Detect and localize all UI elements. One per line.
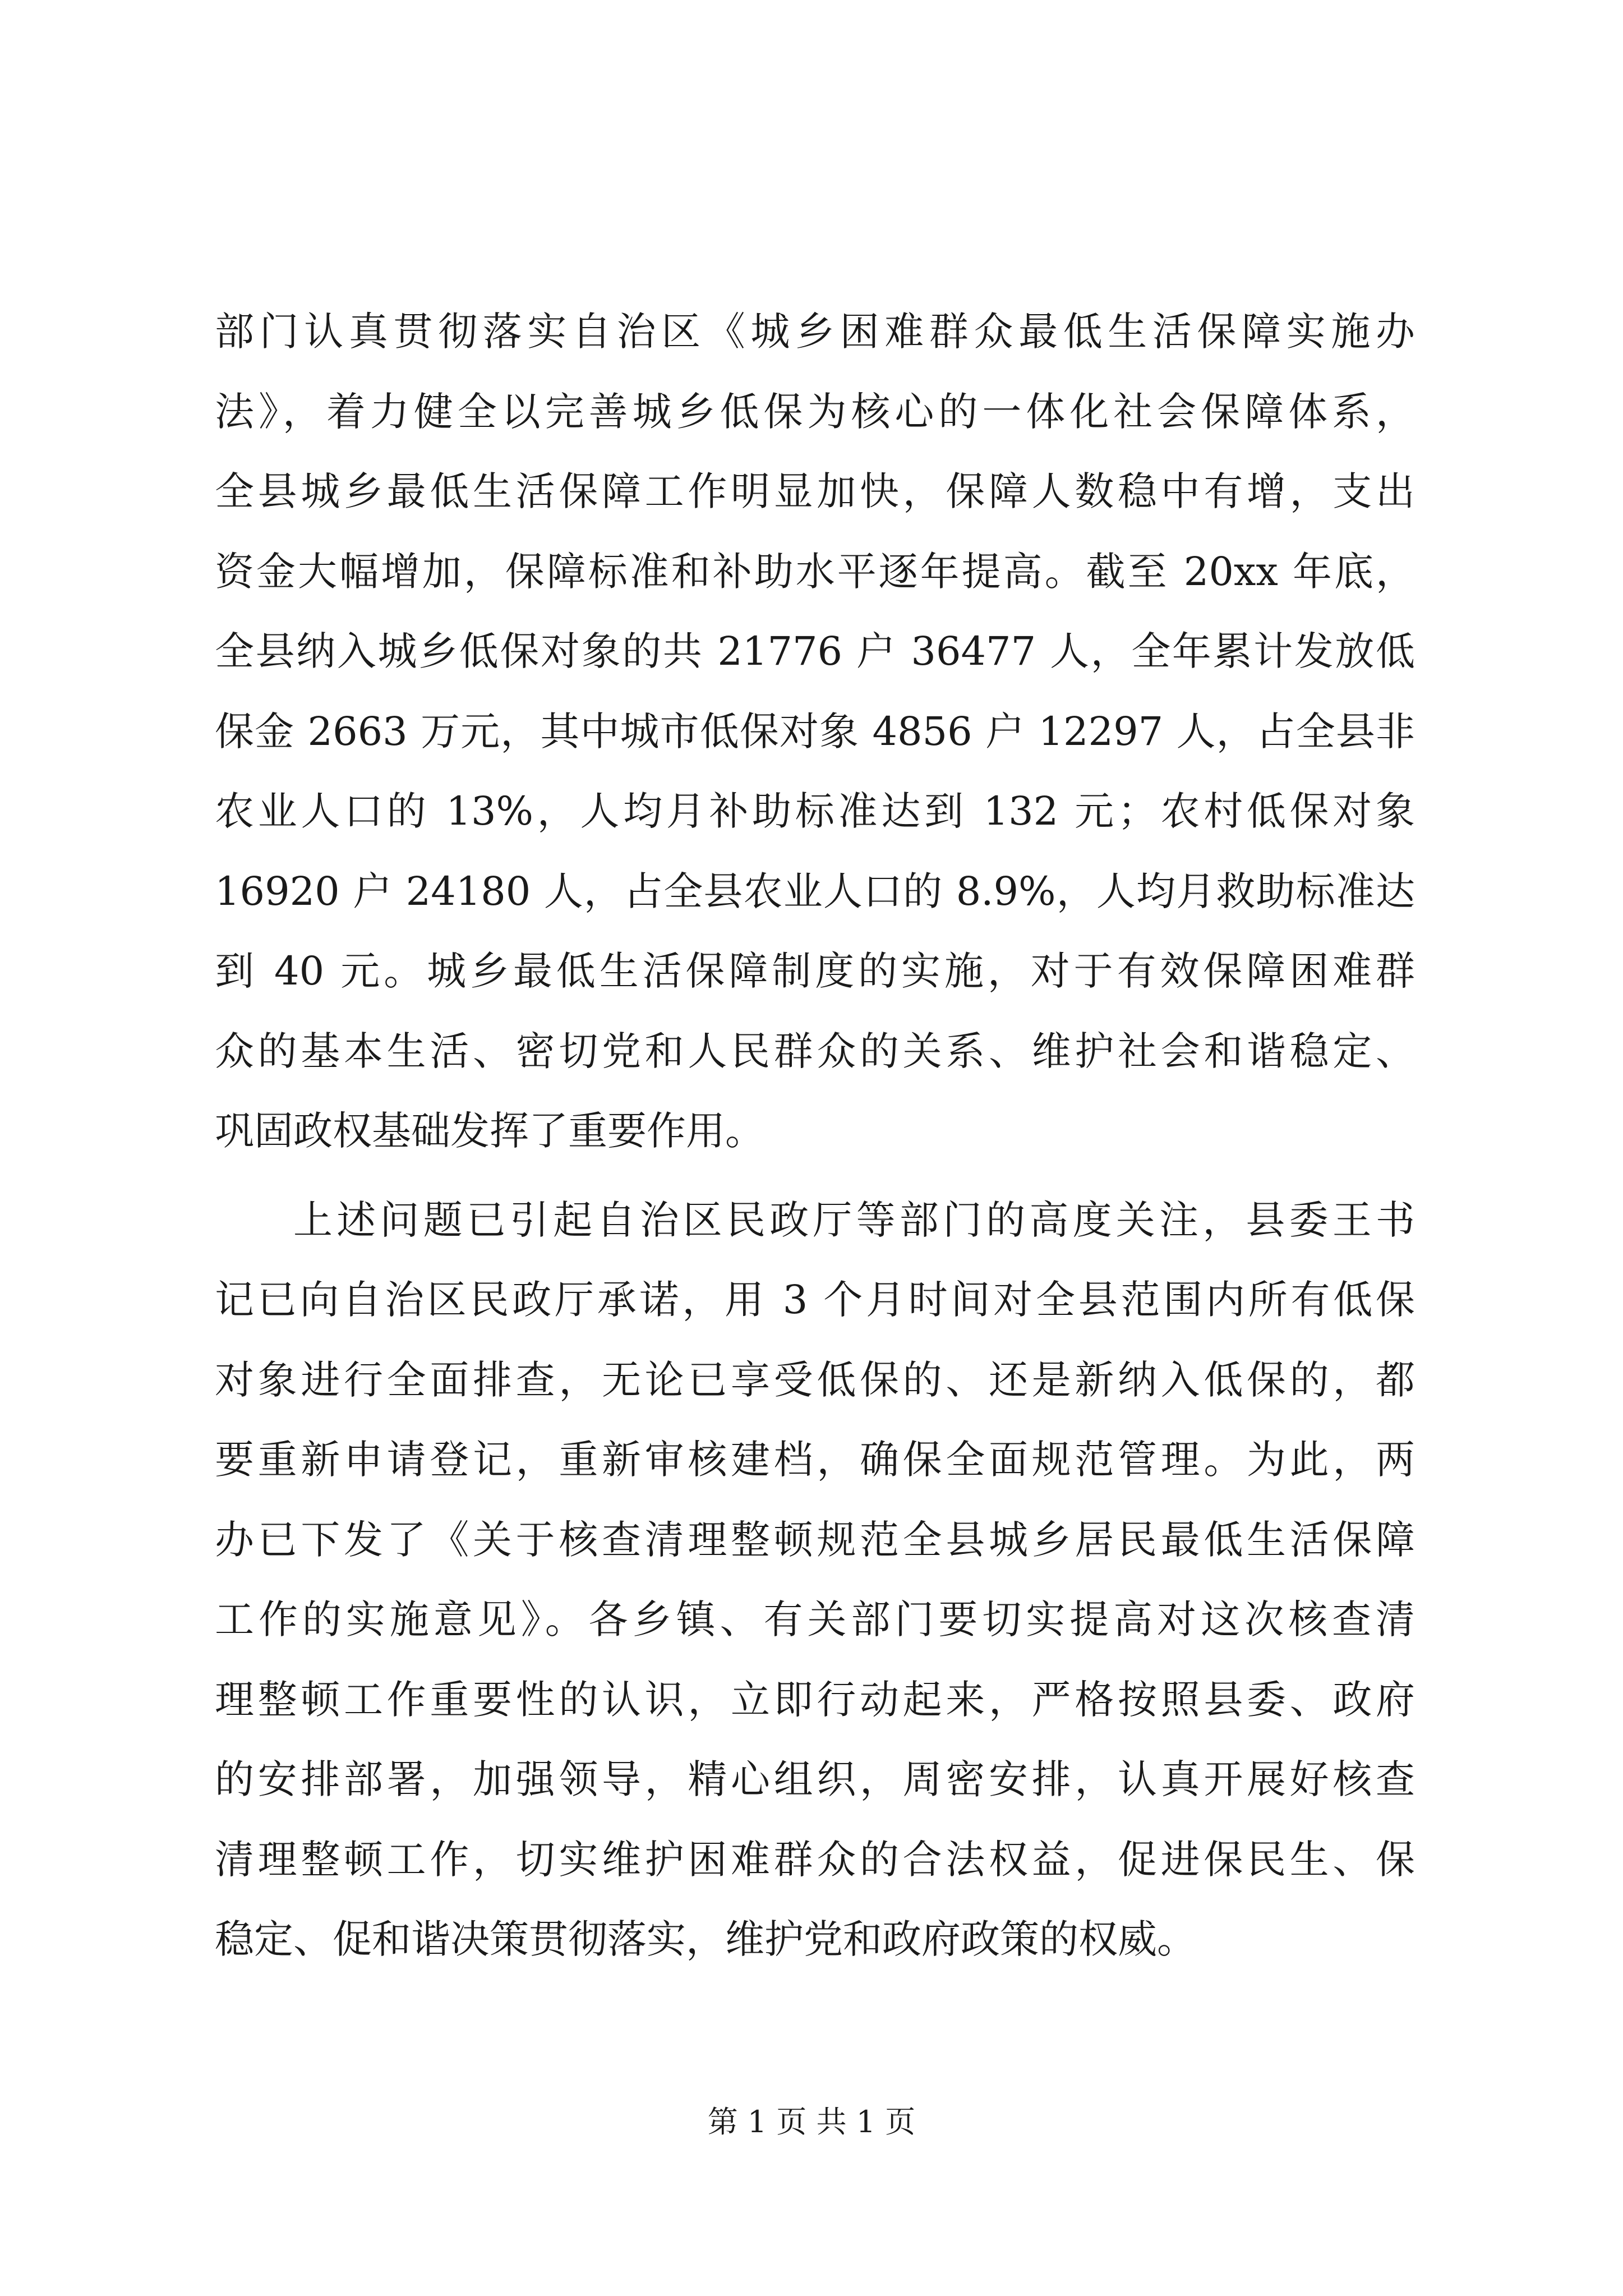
paragraph-line: 要重新申请登记，重新审核建档，确保全面规范管理。为此，两 <box>215 1437 1415 1483</box>
paragraph-line: 稳定、促和谐决策贯彻落实，维护党和政府政策的权威。 <box>215 1916 1196 1962</box>
paragraph-line: 到 40 元。城乡最低生活保障制度的实施，对于有效保障困难群 <box>215 948 1415 994</box>
page-number-footer: 第 1 页 共 1 页 <box>707 2104 916 2139</box>
paragraph-1 <box>215 292 1415 1171</box>
paragraph-line: 16920 户 24180 人，占全县农业人口的 8.9%，人均月救助标准达 <box>215 868 1415 914</box>
paragraph-line: 法》，着力健全以完善城乡低保为核心的一体化社会保障体系， <box>215 388 1415 435</box>
paragraph-line: 办已下发了《关于核查清理整顿规范全县城乡居民最低生活保障 <box>215 1516 1415 1563</box>
paragraph-line: 清理整顿工作，切实维护困难群众的合法权益，促进保民生、保 <box>215 1836 1415 1883</box>
paragraph-line: 资金大幅增加，保障标准和补助水平逐年提高。截至 20xx 年底， <box>215 548 1415 595</box>
paragraph-line: 农业人口的 13%，人均月补助标准达到 132 元；农村低保对象 <box>215 788 1415 834</box>
paragraph-spacer <box>215 1171 1415 1180</box>
paragraph-line: 众的基本生活、密切党和人民群众的关系、维护社会和谐稳定、 <box>215 1028 1415 1074</box>
paragraph-line: 的安排部署，加强领导，精心组织，周密安排，认真开展好核查 <box>215 1756 1415 1802</box>
document-body <box>215 292 1415 1980</box>
paragraph-line: 对象进行全面排查，无论已享受低保的、还是新纳入低保的，都 <box>215 1356 1415 1403</box>
paragraph-line: 保金 2663 万元，其中城市低保对象 4856 户 12297 人，占全县非 <box>215 708 1415 754</box>
paragraph-line: 记已向自治区民政厅承诺，用 3 个月时间对全县范围内所有低保 <box>215 1277 1415 1323</box>
paragraph-line: 全县纳入城乡低保对象的共 21776 户 36477 人，全年累计发放低 <box>215 628 1415 674</box>
paragraph-line: 部门认真贯彻落实自治区《城乡困难群众最低生活保障实施办 <box>215 309 1415 355</box>
paragraph-line: 工作的实施意见》。各乡镇、有关部门要切实提高对这次核查清 <box>215 1596 1415 1642</box>
paragraph-line: 全县城乡最低生活保障工作明显加快，保障人数稳中有增，支出 <box>215 468 1415 514</box>
paragraph-2 <box>215 1180 1415 1980</box>
paragraph-line: 理整顿工作重要性的认识，立即行动起来，严格按照县委、政府 <box>215 1676 1415 1723</box>
paragraph-line: 上述问题已引起自治区民政厅等部门的高度关注，县委王书 <box>293 1197 1415 1243</box>
paragraph-line: 巩固政权基础发挥了重要作用。 <box>215 1108 764 1154</box>
